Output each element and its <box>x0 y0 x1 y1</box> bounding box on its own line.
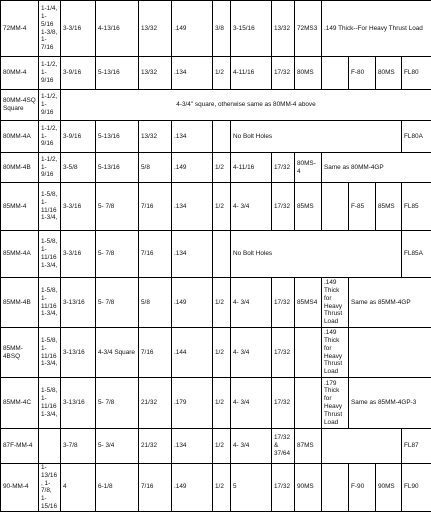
table-row <box>1 429 431 464</box>
part-cell: 85MS <box>376 183 402 231</box>
dimension-cell: 7/16 <box>139 464 172 512</box>
dimension-cell <box>213 121 231 153</box>
note-cell: 4-3/4" square, otherwise same as 80MM-4 above <box>61 90 431 121</box>
dimension-cell: 4- 3/4 <box>231 278 272 328</box>
dimension-cell: 5- 7/8 <box>96 231 139 278</box>
note-cell: Same as 80MM-4GP <box>322 153 431 183</box>
dimension-cell: 17/32 & 37/64 <box>272 429 295 464</box>
dimension-cell: 5- 7/8 <box>96 378 139 429</box>
bore-cell: 1-1/2, 1-9/16 <box>39 153 61 183</box>
bore-cell: 1-1/2, 1-9/16 <box>39 57 61 90</box>
note-cell: No Bolt Holes <box>231 231 402 278</box>
table-row <box>1 1 431 57</box>
dimension-cell: 17/32 <box>272 278 295 328</box>
dimension-cell: 5- 3/4 <box>96 429 139 464</box>
table-row <box>1 57 431 90</box>
part-cell: F-85 <box>349 183 376 231</box>
dimension-cell: .149 <box>172 1 213 57</box>
bore-cell: 1-13/16, 1-7/8, 1-15/16 <box>39 464 61 512</box>
bore-cell: 1-5/8, 1-11/16 1-3/4, <box>39 278 61 328</box>
dimension-cell: 4-11/16 <box>231 153 272 183</box>
note-cell: .179 Thick for Heavy Thrust Load <box>322 378 349 429</box>
dimension-cell: 3-9/16 <box>61 121 96 153</box>
dimension-cell: 3/8 <box>213 1 231 57</box>
dimension-cell: 5/8 <box>139 153 172 183</box>
dimension-cell: 7/16 <box>139 183 172 231</box>
dimension-cell: .144 <box>172 328 213 378</box>
dimension-cell: 5- 7/8 <box>96 183 139 231</box>
part-cell: 90MS <box>376 464 402 512</box>
dimension-cell: 13/32 <box>139 57 172 90</box>
dimension-cell: 13/32 <box>139 1 172 57</box>
dimension-cell: 21/32 <box>139 378 172 429</box>
dimension-cell: 5-13/16 <box>96 121 139 153</box>
part-cell <box>322 183 349 231</box>
note-cell: .149 Thick for Heavy Thrust Load <box>322 278 349 328</box>
dimension-cell: 5 <box>231 464 272 512</box>
bore-cell: 1-5/8, 1-11/16 1-3/4, <box>39 328 61 378</box>
model-cell: 72MM-4 <box>1 1 39 57</box>
dimension-cell: 7/16 <box>139 231 172 278</box>
dimension-cell: 3-9/16 <box>61 57 96 90</box>
dimension-cell: .134 <box>172 183 213 231</box>
table-row <box>1 153 431 183</box>
dimension-cell: .134 <box>172 429 213 464</box>
dimension-cell: 1/2 <box>213 464 231 512</box>
bore-cell <box>39 429 61 464</box>
bore-cell: 1-1/4, 1-5/16 1-3/8, 1-7/16 <box>39 1 61 57</box>
dimension-cell: .134 <box>172 57 213 90</box>
dimension-cell: 3-13/16 <box>61 278 96 328</box>
dimension-cell: 21/32 <box>139 429 172 464</box>
dimension-cell: 1/2 <box>213 183 231 231</box>
dimension-cell: 3-13/16 <box>61 328 96 378</box>
model-cell: 80MM-4B <box>1 153 39 183</box>
dimension-cell: 17/32 <box>272 57 295 90</box>
dimension-cell: 17/32 <box>272 183 295 231</box>
model-cell: 85MM-4 <box>1 183 39 231</box>
dimension-cell: 1/2 <box>213 57 231 90</box>
bore-cell: 1-5/8, 1-11/16 1-3/4, <box>39 378 61 429</box>
model-cell: 80MM-4A <box>1 121 39 153</box>
dimension-cell: 4 <box>61 464 96 512</box>
dimension-cell: 4-11/16 <box>231 57 272 90</box>
note-cell: .149 Thick--For Heavy Thrust Load <box>322 1 431 57</box>
table-row <box>1 464 431 512</box>
dimension-cell: 4- 3/4 <box>231 378 272 429</box>
note-cell: .149 Thick for Heavy Thrust Load <box>322 328 349 378</box>
part-cell: 90MS <box>295 464 322 512</box>
dimension-cell: 1/2 <box>213 278 231 328</box>
note-cell: Same as 85MM-4GP-3 <box>349 378 431 429</box>
empty-cell <box>349 328 431 378</box>
table-row <box>1 378 431 429</box>
dimension-cell: 5/8 <box>139 278 172 328</box>
part-cell: 85MS <box>295 183 322 231</box>
dimension-cell: 17/32 <box>272 464 295 512</box>
dimension-cell: 1/2 <box>213 153 231 183</box>
dimension-cell: 3-7/8 <box>61 429 96 464</box>
dimension-cell <box>213 231 231 278</box>
table-row <box>1 90 431 121</box>
table-row <box>1 328 431 378</box>
part-cell: FL85 <box>402 183 431 231</box>
dimension-cell: 13/32 <box>139 121 172 153</box>
dimension-cell: 1/2 <box>213 378 231 429</box>
bore-cell: 1-1/2, 1-9/16 <box>39 90 61 121</box>
part-cell: FL80 <box>402 57 431 90</box>
dimension-cell: 3-13/16 <box>61 378 96 429</box>
dimension-cell: 5-13/16 <box>96 153 139 183</box>
part-cell: FL80A <box>402 121 431 153</box>
part-cell <box>295 328 322 378</box>
dimension-cell: 4- 3/4 <box>231 429 272 464</box>
dimension-cell: 4-13/16 <box>96 1 139 57</box>
dimension-cell: 17/32 <box>272 153 295 183</box>
dimension-cell: 7/16 <box>139 328 172 378</box>
part-cell: 80MS <box>295 57 322 90</box>
bore-cell: 1-5/8, 1-11/16 1-3/4, <box>39 231 61 278</box>
bore-cell: 1-1/2, 1-9/16 <box>39 121 61 153</box>
dimension-cell: 3-3/16 <box>61 231 96 278</box>
dimension-cell: .149 <box>172 153 213 183</box>
dimension-cell: 17/32 <box>272 378 295 429</box>
model-cell: 85MM-4B <box>1 278 39 328</box>
dimension-cell: 3-3/16 <box>61 183 96 231</box>
table-row <box>1 231 431 278</box>
dimension-cell: 6-1/8 <box>96 464 139 512</box>
dimension-cell: 13/32 <box>272 1 295 57</box>
model-cell: 80MM-4 <box>1 57 39 90</box>
model-cell: 85MM-4C <box>1 378 39 429</box>
part-cell: 80MS <box>376 57 402 90</box>
dimension-cell: .149 <box>172 278 213 328</box>
part-cell <box>295 378 322 429</box>
table-row <box>1 278 431 328</box>
table-row <box>1 183 431 231</box>
dimension-cell: .179 <box>172 378 213 429</box>
dimension-cell: 4-3/4 Square <box>96 328 139 378</box>
dimension-cell: .134 <box>172 121 213 153</box>
note-cell: Same as 85MM-4GP <box>349 278 431 328</box>
dimension-cell: 3-3/16 <box>61 1 96 57</box>
dimension-cell: 5-13/16 <box>96 57 139 90</box>
part-cell: F-90 <box>349 464 376 512</box>
model-cell: 80MM-4SQ Square <box>1 90 39 121</box>
dimension-cell: 1/2 <box>213 328 231 378</box>
part-cell: 80MS-4 <box>295 153 322 183</box>
bore-cell: 1-5/8, 1-11/16 1-3/4, <box>39 183 61 231</box>
dimension-cell: 3-15/16 <box>231 1 272 57</box>
model-cell: 90-MM-4 <box>1 464 39 512</box>
dimension-cell: 1/2 <box>213 429 231 464</box>
part-cell <box>322 464 349 512</box>
dimension-cell: 5- 7/8 <box>96 278 139 328</box>
dimension-cell: 4- 3/4 <box>231 328 272 378</box>
part-cell: FL85A <box>402 231 431 278</box>
dimension-cell: 17/32 <box>272 328 295 378</box>
part-cell: F-80 <box>349 57 376 90</box>
model-cell: 85MM-4BSQ <box>1 328 39 378</box>
dimension-cell: 4- 3/4 <box>231 183 272 231</box>
dimension-cell: .134 <box>172 231 213 278</box>
part-cell: 87MS <box>295 429 322 464</box>
part-cell: FL90 <box>402 464 431 512</box>
empty-cell <box>322 429 402 464</box>
table-row <box>1 121 431 153</box>
part-cell: 85MS4 <box>295 278 322 328</box>
model-cell: 87F-MM-4 <box>1 429 39 464</box>
dimension-cell: .149 <box>172 464 213 512</box>
part-cell: 72MS3 <box>295 1 322 57</box>
model-cell: 85MM-4A <box>1 231 39 278</box>
note-cell: No Bolt Holes <box>231 121 402 153</box>
part-cell: FL87 <box>402 429 431 464</box>
part-cell <box>322 57 349 90</box>
dimension-cell: 3-5/8 <box>61 153 96 183</box>
